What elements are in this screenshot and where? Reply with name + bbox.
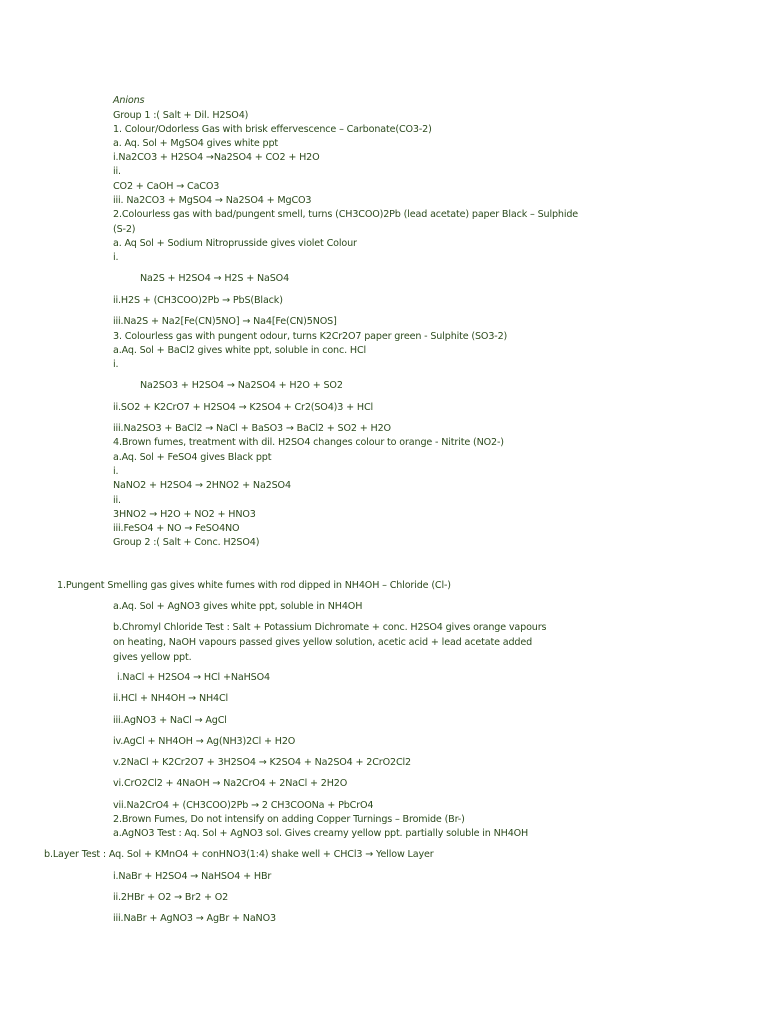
text-line: iii.Na2S + Na2[Fe(CN)5NO] → Na4[Fe(CN)5NOS]	[113, 316, 337, 327]
text-line: a. Aq. Sol + MgSO4 gives white ppt	[113, 138, 279, 149]
text-line: 4.Brown fumes, treatment with dil. H2SO4 changes colour to orange - Nitrite (NO2-)	[113, 437, 504, 448]
text-line: i.	[113, 359, 119, 370]
text-line: iii.AgNO3 + NaCl → AgCl	[113, 715, 227, 726]
text-line: NaNO2 + H2SO4 → 2HNO2 + Na2SO4	[113, 480, 291, 491]
text-line: iii. Na2CO3 + MgSO4 → Na2SO4 + MgCO3	[113, 195, 312, 206]
text-line: iii.FeSO4 + NO → FeSO4NO	[113, 523, 240, 534]
text-line: iii.Na2SO3 + BaCl2 → NaCl + BaSO3 → BaCl2 + SO2 + H2O	[113, 423, 391, 434]
text-line: i.	[113, 252, 119, 263]
text-line: i.Na2CO3 + H2SO4 →Na2SO4 + CO2 + H2O	[113, 152, 320, 163]
text-line: iv.AgCl + NH4OH → Ag(NH3)2Cl + H2O	[113, 736, 296, 747]
text-line: i.NaBr + H2SO4 → NaHSO4 + HBr	[113, 871, 272, 882]
text-line: ii.	[113, 495, 121, 506]
text-line: i.NaCl + H2SO4 → HCl +NaHSO4	[117, 672, 270, 683]
text-line: 2.Brown Fumes, Do not intensify on adding Copper Turnings – Bromide (Br-)	[113, 814, 465, 825]
text-line: a.Aq. Sol + FeSO4 gives Black ppt	[113, 452, 272, 463]
text-line: a. Aq Sol + Sodium Nitroprusside gives violet Colour	[113, 238, 357, 249]
text-line: 1. Colour/Odorless Gas with brisk effervescence – Carbonate(CO3-2)	[113, 124, 432, 135]
text-line: a.Aq. Sol + AgNO3 gives white ppt, soluble in NH4OH	[113, 601, 363, 612]
text-line: gives yellow ppt.	[113, 652, 192, 663]
text-line: b.Layer Test : Aq. Sol + KMnO4 + conHNO3(1:4) shake well + CHCl3 → Yellow Layer	[44, 849, 434, 860]
text-line: 2.Colourless gas with bad/pungent smell, turns (CH3COO)2Pb (lead acetate) paper Black – Sulphide	[113, 209, 579, 220]
text-line: a.AgNO3 Test : Aq. Sol + AgNO3 sol. Gives creamy yellow ppt. partially soluble in NH4OH	[113, 828, 529, 839]
text-line: on heating, NaOH vapours passed gives yellow solution, acetic acid + lead acetate added	[113, 637, 533, 648]
text-line: i.	[113, 466, 119, 477]
equation-line: Na2S + H2SO4 → H2S + NaSO4	[140, 273, 290, 284]
text-line: 1.Pungent Smelling gas gives white fumes with rod dipped in NH4OH – Chloride (Cl-)	[57, 580, 451, 591]
group-1-heading: Group 1 :( Salt + Dil. H2SO4)	[113, 110, 249, 121]
text-line: ii.	[113, 166, 121, 177]
text-line: a.Aq. Sol + BaCl2 gives white ppt, soluble in conc. HCl	[113, 345, 367, 356]
text-line: 3HNO2 → H2O + NO2 + HNO3	[113, 509, 256, 520]
text-line: b.Chromyl Chloride Test : Salt + Potassium Dichromate + conc. H2SO4 gives orange vapours	[113, 622, 547, 633]
text-line: 3. Colourless gas with pungent odour, turns K2Cr2O7 paper green - Sulphite (SO3-2)	[113, 331, 508, 342]
text-line: v.2NaCl + K2Cr2O7 + 3H2SO4 → K2SO4 + Na2SO4 + 2CrO2Cl2	[113, 757, 411, 768]
text-line: ii.HCl + NH4OH → NH4Cl	[113, 693, 229, 704]
text-line: ii.H2S + (CH3COO)2Pb → PbS(Black)	[113, 295, 283, 306]
group-2-heading: Group 2 :( Salt + Conc. H2SO4)	[113, 537, 260, 548]
section-heading-anions: Anions	[113, 95, 145, 106]
text-line: vii.Na2CrO4 + (CH3COO)2Pb → 2 CH3COONa + PbCrO4	[113, 800, 374, 811]
text-line: vi.CrO2Cl2 + 4NaOH → Na2CrO4 + 2NaCl + 2H2O	[113, 778, 348, 789]
text-line: ii.SO2 + K2CrO7 + H2SO4 → K2SO4 + Cr2(SO4)3 + HCl	[113, 402, 374, 413]
text-line: CO2 + CaOH → CaCO3	[113, 181, 220, 192]
text-line: (S-2)	[113, 224, 136, 235]
equation-line: Na2SO3 + H2SO4 → Na2SO4 + H2O + SO2	[140, 380, 343, 391]
text-line: ii.2HBr + O2 → Br2 + O2	[113, 892, 229, 903]
text-line: iii.NaBr + AgNO3 → AgBr + NaNO3	[113, 913, 276, 924]
